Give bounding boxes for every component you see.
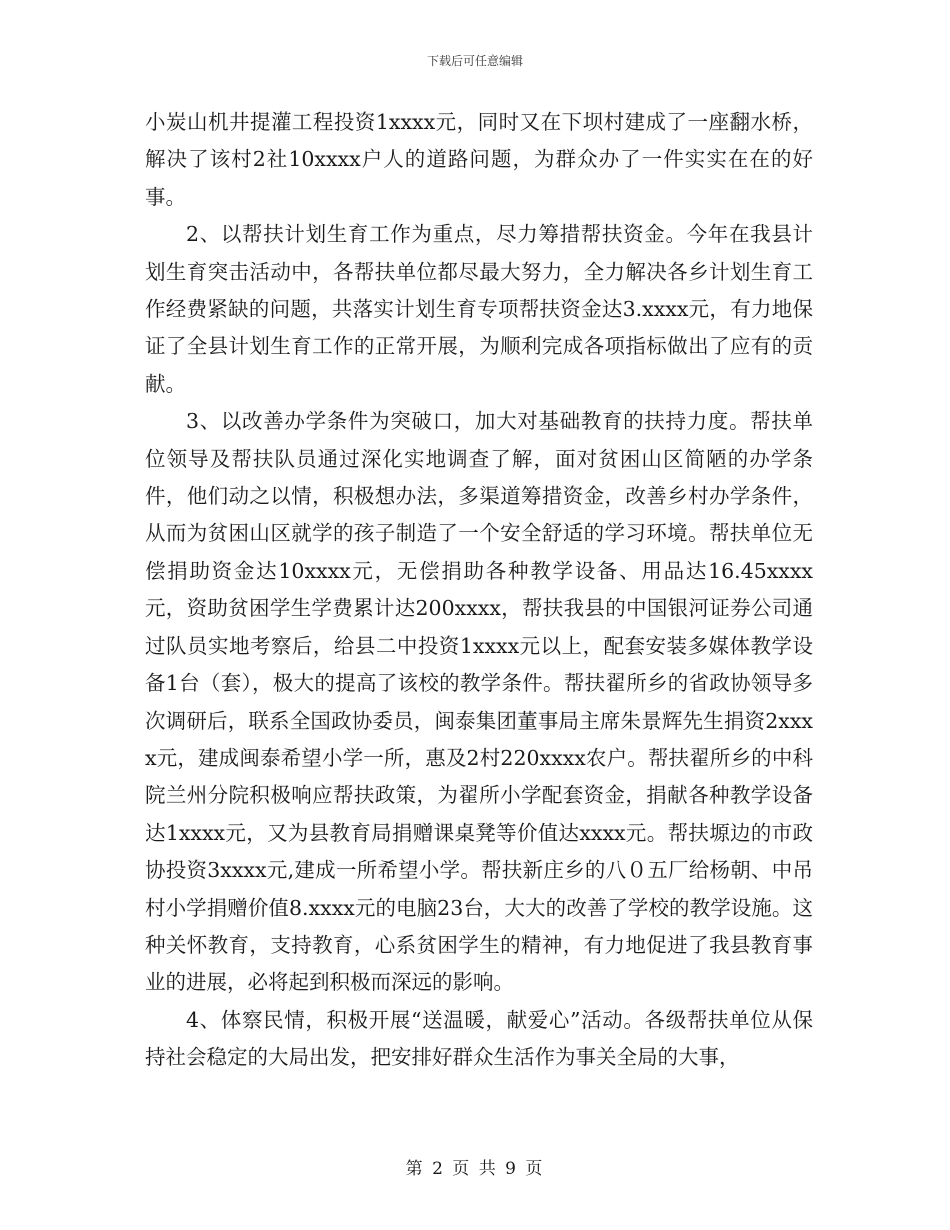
paragraph-4: 4、体察民情，积极开展“送温暖，献爱心”活动。各级帮扶单位从保持社会稳定的大局出发，把安排好群众生活作为事关全局的大事， xyxy=(145,1007,813,1070)
page-header: 下载后可任意编辑 xyxy=(426,54,523,68)
paragraph-3: 3、以改善办学条件为突破口，加大对基础教育的扶持力度。帮扶单位领导及帮扶队员通过深化实地调查了解，面对贫困山区简陋的办学条件，他们动之以情，积极想办法，多渠道筹措资金，改善乡村办学条件，从而为贫困山区就学的孩子制造了一个安全舒适的学习环境。帮扶单位无偿捐助资金达10xxxx元，无偿捐助各种教学设备、用品达16.45xxxx元，资助贫困学生学费累计达200xxxx，帮扶我县的中国银河证券公司通过队员实地考察后，给县二中投资1xxxx元以上，配套安装多媒体教学设备1台（套），极大的提高了该校的教学条件。帮扶翟所乡的省政协领导多次调研后，联系全国政协委员，闽泰集团董事局主席朱景辉先生捐资2xxxx元，建成闽泰希望小学一所，惠及2村220xxxx农户。帮扶翟所乡的中科院兰州分院积极响应帮扶政策，为翟所小学配套资金，捐献各种教学设备达1xxxx元，又为县教育局捐赠课桌凳等价值达xxxx元。帮扶塬边的市政协投资3xxxx元,建成一所希望小学。帮扶新庄乡的八０五厂给杨朝、中吊村小学捐赠价值8.xxxx元的电脑23台，大大的改善了学校的教学设施。这种关怀教育，支持教育，心系贫困学生的精神，有力地促进了我县教育事业的进展，必将起到积极而深远的影响。 xyxy=(145,409,813,995)
page-number-footer: 第 2 页 共 9 页 xyxy=(405,1159,545,1179)
paragraph-1: 小炭山机井提灌工程投资1xxxx元，同时又在下坝村建成了一座翻水桥，解决了该村2社10xxxx户人的道路问题，为群众办了一件实实在在的好事。 xyxy=(145,110,813,209)
paragraph-2: 2、以帮扶计划生育工作为重点，尽力筹措帮扶资金。今年在我县计划生育突击活动中，各帮扶单位都尽最大努力，全力解决各乡计划生育工作经费紧缺的问题，共落实计划生育专项帮扶资金达3.xxxx元，有力地保证了全县计划生育工作的正常开展，为顺利完成各项指标做出了应有的贡献。 xyxy=(145,222,813,396)
document-body xyxy=(145,104,813,1077)
